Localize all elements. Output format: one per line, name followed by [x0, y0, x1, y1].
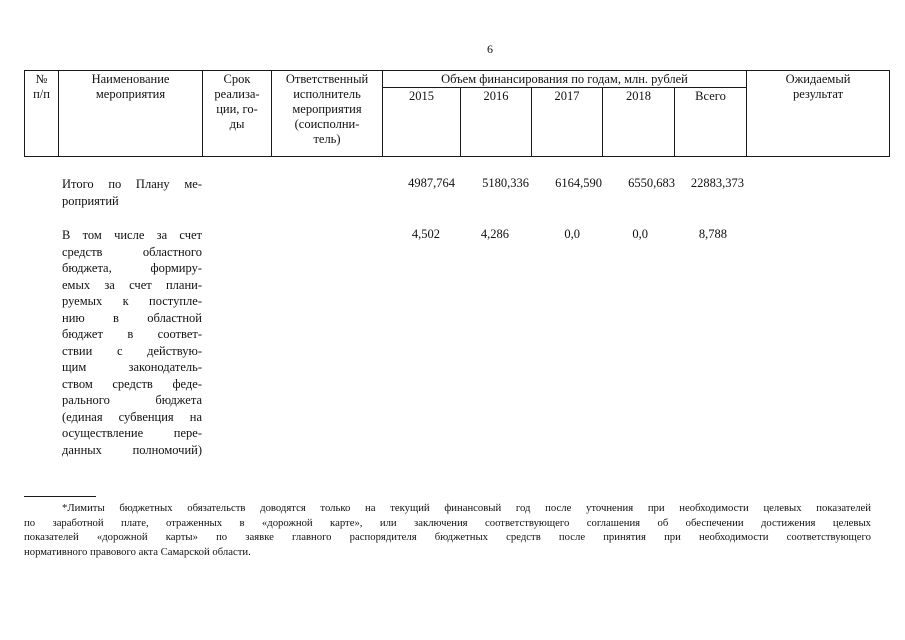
row-text-line: нию в областной — [62, 310, 202, 325]
header-col-name — [59, 72, 202, 102]
row-regional-2017: 0,0 — [564, 227, 580, 241]
row-regional-2015: 4,502 — [411, 227, 440, 241]
header-text: № — [35, 72, 48, 86]
row-regional-2018: 0,0 — [632, 227, 648, 241]
row-regional-sum: 8,788 — [698, 227, 727, 241]
page-number: 6 — [487, 42, 493, 56]
header-text: результат — [792, 87, 844, 101]
header-text: ды — [229, 117, 245, 131]
header-top-border — [24, 70, 890, 71]
row-text-line: средств областного — [62, 244, 202, 259]
row-text-line: руемых к поступле- — [62, 294, 202, 308]
col-border — [889, 70, 890, 157]
row-text-line: В том числе за счет — [62, 228, 202, 242]
row-total-2015: 4987,764 — [408, 176, 455, 190]
row-text-line: данных полномочий) — [62, 442, 202, 457]
header-year-2016: 2016 — [483, 89, 509, 103]
header-text: п/п — [33, 87, 50, 101]
header-text: тель) — [313, 132, 341, 146]
header-text: Срок — [223, 72, 251, 86]
row-regional-2016: 4,286 — [480, 227, 509, 241]
header-text: (соисполни- — [294, 117, 360, 131]
header-text: мероприятия — [95, 87, 166, 101]
row-text-line: (единая субвенция на — [62, 409, 202, 424]
row-total-sum: 22883,373 — [690, 176, 744, 190]
header-total: Всего — [695, 89, 726, 103]
header-text: реализа- — [214, 87, 260, 101]
header-col-number — [25, 72, 58, 102]
footnote-line: нормативного правового акта Самарской области. — [24, 545, 251, 558]
footnote-line: показателей «дорожной карты» по заявке главного распорядителя бюджетных средств после принятия при необходимости соответствующего — [24, 531, 871, 543]
row-total-2017: 6164,590 — [555, 176, 602, 190]
row-text-line: рального бюджета — [62, 393, 202, 407]
row-text-line: осуществление пере- — [62, 426, 202, 440]
header-text: Наименование — [91, 72, 170, 86]
header-year-2015: 2015 — [409, 89, 434, 103]
row-text-line: Итого по Плану ме- — [62, 177, 202, 191]
row-text-line: щим законодатель- — [62, 360, 202, 374]
header-year-2017: 2017 — [554, 89, 580, 103]
header-text: ции, го- — [216, 102, 258, 116]
row-text-line: бюджета, формиру- — [62, 261, 202, 275]
header-bottom-border — [24, 156, 890, 157]
footnote-separator — [24, 496, 96, 497]
header-financing-title: Объем финансирования по годам, млн. рублей — [441, 72, 688, 86]
row-text-line: ством средств феде- — [62, 376, 202, 391]
financing-subheader-border — [382, 87, 746, 88]
row-total-2018: 6550,683 — [628, 176, 675, 190]
header-text: Ответственный — [285, 72, 369, 86]
header-year-2018: 2018 — [626, 89, 651, 103]
row-text-line: ствии с действую- — [62, 343, 202, 358]
header-text: исполнитель — [293, 87, 361, 101]
row-regional-name — [62, 227, 202, 458]
footnote-line: по заработной плате, отраженных в «дорожной карте», или заключения соответствующего соглашения об обеспечении достижения целевых — [24, 516, 871, 529]
row-total-2016: 5180,336 — [482, 176, 529, 190]
header-col-executor — [272, 72, 382, 147]
row-text-line: роприятий — [62, 193, 119, 208]
footnote-line: *Лимиты бюджетных обязательств доводятся только на текущий финансовый год после уточнения при необходимости целевых показателей — [62, 502, 871, 514]
footnote — [24, 501, 871, 559]
row-text-line: бюджет в соответ- — [62, 327, 202, 341]
row-total-name — [62, 176, 202, 209]
header-col-result — [747, 72, 889, 102]
header-text: мероприятия — [292, 102, 362, 116]
header-col-term — [203, 72, 271, 132]
row-text-line: емых за счет плани- — [62, 277, 202, 292]
table-header — [24, 70, 890, 157]
header-text: Ожидаемый — [785, 72, 851, 86]
